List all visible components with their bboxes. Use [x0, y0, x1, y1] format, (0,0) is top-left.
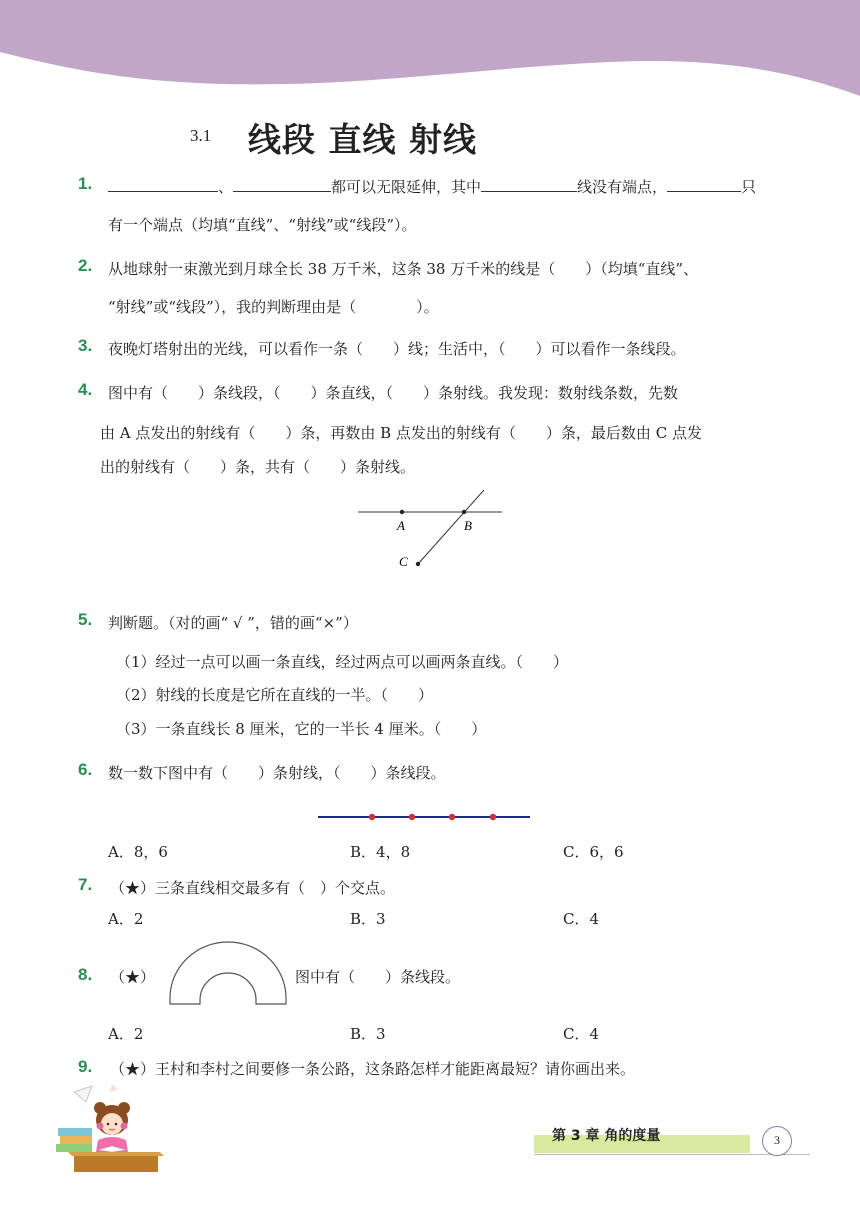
q9-line1: （★）王村和李村之间要修一条公路，这条路怎样才能距离最短？请你画出来。 — [110, 1060, 636, 1078]
question-number: 1. — [78, 174, 93, 193]
page-number: 3 — [762, 1126, 792, 1156]
q4-line2: 由 A 点发出的射线有（ ）条，再数由 B 点发出的射线有（ ）条，最后数由 C 点发 — [100, 424, 702, 442]
q5-line1: 判断题。（对的画“ √ ”，错的画“×”） — [108, 614, 358, 632]
point-a — [400, 510, 404, 514]
q8-option-b[interactable]: B．3 — [350, 1025, 386, 1043]
question-number: 2. — [78, 256, 93, 275]
question-number: 9. — [78, 1057, 93, 1076]
q1-line1: 、 都可以无限延伸，其中 线没有端点， 只 — [108, 176, 756, 197]
point-b — [462, 510, 466, 514]
q4-figure — [350, 484, 510, 574]
footer-rule — [534, 1154, 810, 1155]
q6-line1: 数一数下图中有（ ）条射线，（ ）条线段。 — [108, 764, 446, 782]
q5-sub2: （2）射线的长度是它所在直线的一半。（ ） — [116, 686, 434, 704]
question-number: 4. — [78, 380, 93, 399]
q5-sub1: （1）经过一点可以画一条直线，经过两点可以画两条直线。（ ） — [116, 653, 569, 671]
q4-line1: 图中有（ ）条线段，（ ）条直线，（ ）条射线。我发现：数射线条数，先数 — [108, 384, 679, 402]
q8-line1: 图中有（ ）条线段。 — [295, 968, 461, 986]
blank[interactable] — [233, 177, 331, 192]
point — [369, 814, 375, 820]
q2-line1: 从地球射一束激光到月球全长 38 万千米，这条 38 万千米的线是（ ）（均填“直线”、 — [108, 260, 699, 278]
q2-line2: “射线”或“线段”），我的判断理由是（ ）。 — [108, 298, 439, 316]
q8-option-c[interactable]: C．4 — [563, 1025, 600, 1043]
q6-figure — [312, 806, 536, 830]
q5-sub3: （3）一条直线长 8 厘米，它的一半长 4 厘米。（ ） — [116, 720, 487, 738]
section-number: 3.1 — [190, 126, 212, 145]
q7-option-c[interactable]: C．4 — [563, 910, 600, 928]
q7-option-a[interactable]: A．2 — [108, 910, 144, 928]
question-number: 6. — [78, 760, 93, 779]
q8-option-a[interactable]: A．2 — [108, 1025, 144, 1043]
ray-from-c — [418, 490, 484, 564]
point — [490, 814, 496, 820]
q4-line3: 出的射线有（ ）条，共有（ ）条射线。 — [100, 458, 416, 476]
q7-option-b[interactable]: B．3 — [350, 910, 386, 928]
label-b: B — [464, 518, 472, 533]
q7-line1: （★）三条直线相交最多有（ ）个交点。 — [110, 879, 396, 897]
question-number: 7. — [78, 875, 93, 894]
point-c — [416, 562, 420, 566]
point — [409, 814, 415, 820]
q8-arch-figure — [166, 940, 290, 1008]
q6-option-c[interactable]: C．6，6 — [563, 843, 624, 861]
q8-star: （★） — [110, 968, 156, 986]
blank[interactable] — [108, 177, 218, 192]
section-title — [0, 112, 860, 160]
q1-line2: 有一个端点（均填“直线”、“射线”或“线段”）。 — [108, 216, 417, 234]
label-a: A — [397, 518, 405, 533]
question-number: 5. — [78, 610, 93, 629]
header-wave-band — [0, 0, 860, 110]
q3-line1: 夜晚灯塔射出的光线，可以看作一条（ ）线；生活中，（ ）可以看作一条线段。 — [108, 340, 686, 358]
footer-chapter: 第 3 章 角的度量 — [552, 1128, 661, 1144]
blank[interactable] — [481, 177, 577, 192]
question-number: 8. — [78, 965, 93, 984]
q6-option-a[interactable]: A．8，6 — [108, 843, 168, 861]
section-heading: 线段 直线 射线 — [248, 120, 477, 159]
label-c: C — [399, 554, 408, 569]
q6-option-b[interactable]: B．4，8 — [350, 843, 411, 861]
question-number: 3. — [78, 336, 93, 355]
blank[interactable] — [667, 177, 741, 192]
point — [449, 814, 455, 820]
student-illustration — [52, 1082, 172, 1174]
